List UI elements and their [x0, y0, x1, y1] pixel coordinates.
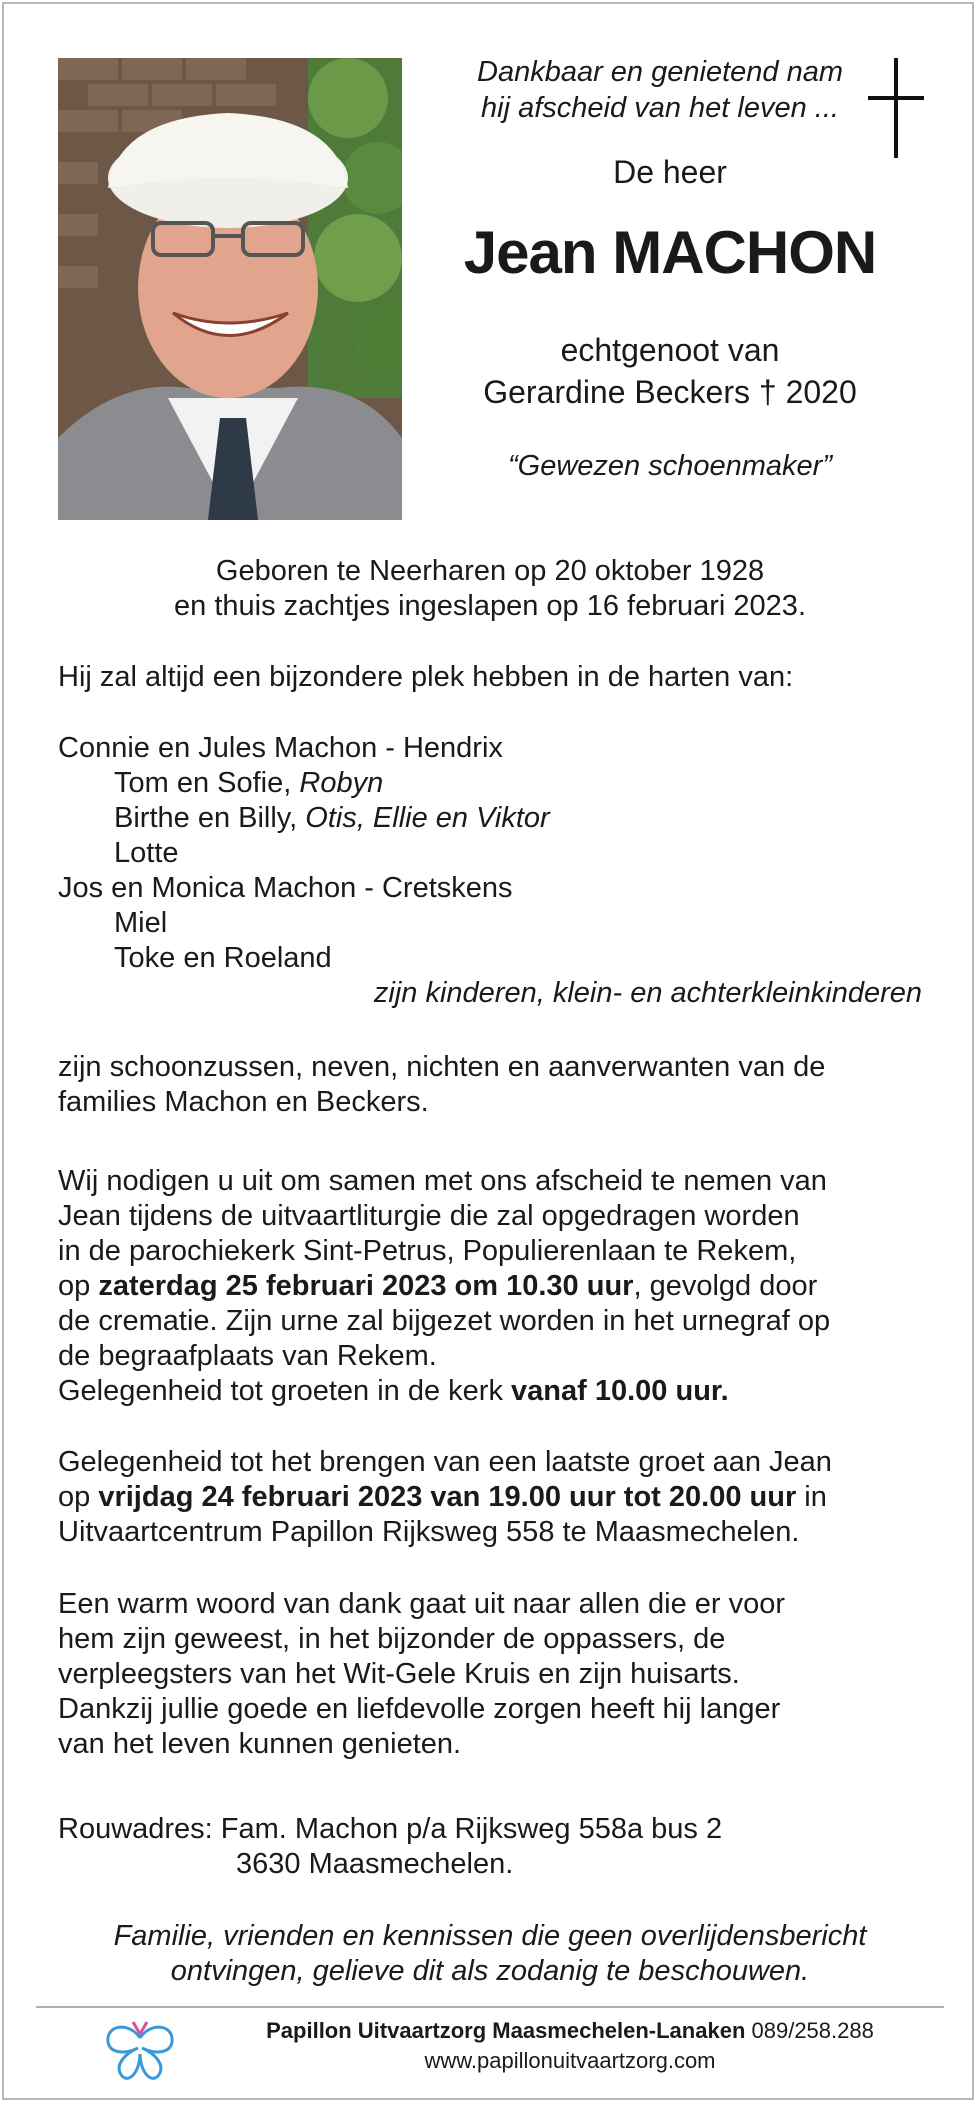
family-intro: Hij zal altijd een bijzondere plek hebben in de harten van: — [58, 661, 794, 693]
intro-line-2: hij afscheid van het leven ... — [481, 92, 839, 124]
notice-line-2: ontvingen, gelieve dit als zodanig te beschouwen. — [170, 1955, 810, 1987]
footer-company: Papillon Uitvaartzorg Maasmechelen-Lanaken — [266, 2018, 746, 2043]
thanks-line-1: Een warm woord van dank gaat uit naar allen die er voor — [58, 1588, 786, 1620]
salutation: De heer — [613, 154, 727, 190]
birth-line-1: Geboren te Neerharen op 20 oktober 1928 — [215, 555, 765, 587]
visit-line-3: Uitvaartcentrum Papillon Rijksweg 558 te Maasmechelen. — [58, 1516, 800, 1548]
butterfly-logo-icon — [102, 2014, 178, 2082]
visit-line-1: Gelegenheid tot het brengen van een laatste groet aan Jean — [58, 1446, 832, 1478]
intro-line-1: Dankbaar en genietend nam — [477, 56, 843, 88]
spouse-line-1: echtgenoot van — [560, 332, 780, 368]
funeral-line-4: op zaterdag 25 februari 2023 om 10.30 uur, gevolgd door — [58, 1270, 818, 1302]
footer-company-line — [190, 2016, 950, 2046]
deceased-name: Jean MACHON — [463, 219, 877, 286]
footer-website[interactable]: www.papillonuitvaartzorg.com — [424, 2048, 716, 2073]
thanks-line-2: hem zijn geweest, in het bijzonder de oppassers, de — [58, 1623, 726, 1655]
funeral-line-5: de crematie. Zijn urne zal bijgezet worden in het urnegraf op — [58, 1305, 831, 1337]
thanks-line-5: van het leven kunnen genieten. — [58, 1728, 462, 1760]
family-row-4: Lotte — [114, 837, 179, 869]
funeral-line-7: Gelegenheid tot groeten in de kerk vanaf 10.00 uur. — [58, 1375, 729, 1407]
notice-line-1: Familie, vrienden en kennissen die geen overlijdensbericht — [113, 1920, 867, 1952]
funeral-line-3: in de parochiekerk Sint-Petrus, Populierenlaan te Rekem, — [58, 1235, 797, 1267]
relatives-line-2: families Machon en Beckers. — [58, 1086, 429, 1118]
birth-line-2: en thuis zachtjes ingeslapen op 16 februari 2023. — [174, 590, 806, 622]
thanks-line-3: verpleegsters van het Wit-Gele Kruis en zijn huisarts. — [58, 1658, 740, 1690]
footer-phone: 089/258.288 — [745, 2018, 874, 2043]
family-row-5: Jos en Monica Machon - Cretskens — [58, 872, 513, 904]
thanks-line-4: Dankzij jullie goede en liefdevolle zorgen heeft hij langer — [58, 1693, 781, 1725]
family-row-1: Connie en Jules Machon - Hendrix — [58, 732, 503, 764]
portrait-photo — [58, 58, 402, 520]
family-row-7: Toke en Roeland — [114, 942, 332, 974]
family-row-2: Tom en Sofie, Robyn — [114, 767, 384, 799]
spouse-line-2: Gerardine Beckers † 2020 — [483, 374, 857, 410]
address-line-2: 3630 Maasmechelen. — [236, 1848, 514, 1880]
funeral-line-1: Wij nodigen u uit om samen met ons afscheid te nemen van — [58, 1165, 827, 1197]
address-line-1: Rouwadres: Fam. Machon p/a Rijksweg 558a bus 2 — [58, 1813, 723, 1845]
funeral-line-2: Jean tijdens de uitvaartliturgie die zal opgedragen worden — [58, 1200, 800, 1232]
relatives-line-1: zijn schoonzussen, neven, nichten en aanverwanten van de — [58, 1051, 826, 1083]
family-row-3: Birthe en Billy, Otis, Ellie en Viktor — [114, 802, 550, 834]
family-caption: zijn kinderen, klein- en achterkleinkinderen — [373, 977, 922, 1009]
footer-divider — [36, 2006, 944, 2008]
funeral-line-6: de begraafplaats van Rekem. — [58, 1340, 437, 1372]
occupation: “Gewezen schoenmaker” — [508, 450, 832, 482]
family-row-6: Miel — [114, 907, 168, 939]
visit-line-2: op vrijdag 24 februari 2023 van 19.00 uur tot 20.00 uur in — [58, 1481, 827, 1513]
